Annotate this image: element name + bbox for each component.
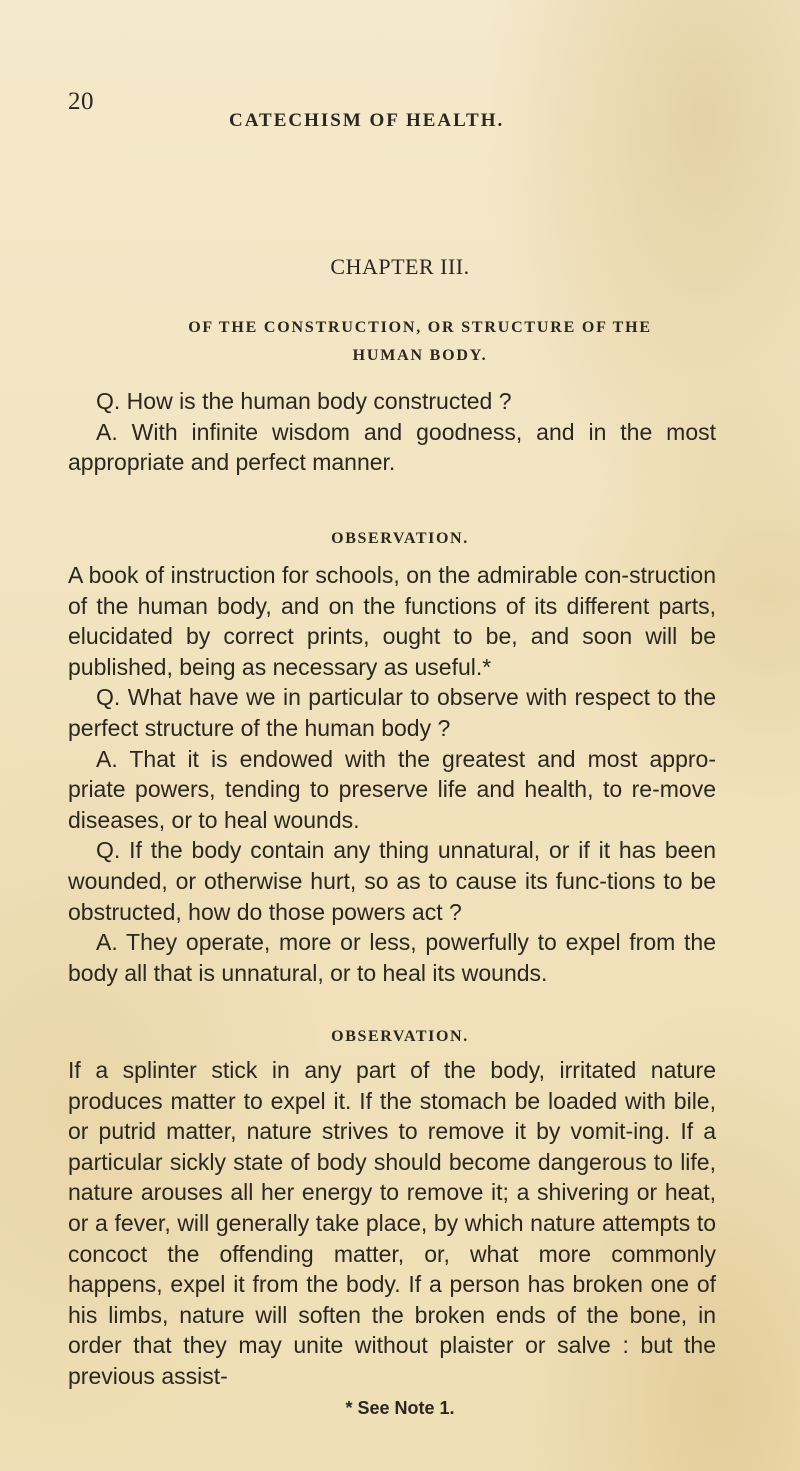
question-1: Q. How is the human body constructed ? — [96, 388, 512, 414]
running-header — [68, 88, 688, 131]
running-title: CATECHISM OF HEALTH. — [229, 110, 505, 131]
observation-text-1: A book of instruction for schools, on the admirable con-struction of the human body, and on the functions of its different parts, elucidated by correct prints, ought to be, and soon will be published, being as necessary as useful.* — [68, 562, 716, 680]
question-answer-block-1 — [68, 386, 716, 478]
observation-block-1 — [68, 560, 716, 988]
chapter-subtitle-line-1: OF THE CONSTRUCTION, OR STRUCTURE OF THE — [188, 319, 652, 336]
chapter-subtitle-line-2: HUMAN BODY. — [352, 347, 488, 364]
answer-1: A. With infinite wisdom and goodness, and in the most appropriate and perfect manner. — [68, 418, 716, 476]
observation-block-2 — [68, 1055, 716, 1392]
question-2: Q. What have we in particular to observe with respect to the perfect structure of the human body ? — [68, 684, 716, 741]
footnote: * See Note 1. — [345, 1398, 455, 1418]
chapter-subtitle — [100, 314, 740, 370]
observation-heading-1: OBSERVATION. — [331, 530, 469, 547]
question-3: Q. If the body contain any thing unnatural, or if it has been wounded, or otherwise hurt, so as to cause its func-tions to be obstructed, how do those powers act ? — [68, 837, 716, 925]
answer-2: A. That it is endowed with the greatest and most appro-priate powers, tending to preserve life and health, to re-move diseases, or to heal wounds. — [68, 745, 716, 833]
observation-heading-2: OBSERVATION. — [331, 1028, 469, 1045]
page-number: 20 — [68, 88, 94, 115]
answer-3: A. They operate, more or less, powerfully to expel from the body all that is unnatural, or to heal its wounds. — [68, 929, 716, 986]
chapter-title: CHAPTER III. — [330, 254, 470, 279]
observation-text-2: If a splinter stick in any part of the body, irritated nature produces matter to expel it. If the stomach be loaded with bile, or putrid matter, nature strives to remove it by vomit-ing. If a particular sickly state of body should become dangerous to life, nature arouses all her energy to remove it; a shivering or heat, or a fever, will generally take place, by which nature attempts to concoct the offending matter, or, what more commonly happens, expel it from the body. If a person has broken one of his limbs, nature will soften the broken ends of the bone, in order that they may unite without plaister or salve : but the previous assist- — [68, 1057, 716, 1389]
